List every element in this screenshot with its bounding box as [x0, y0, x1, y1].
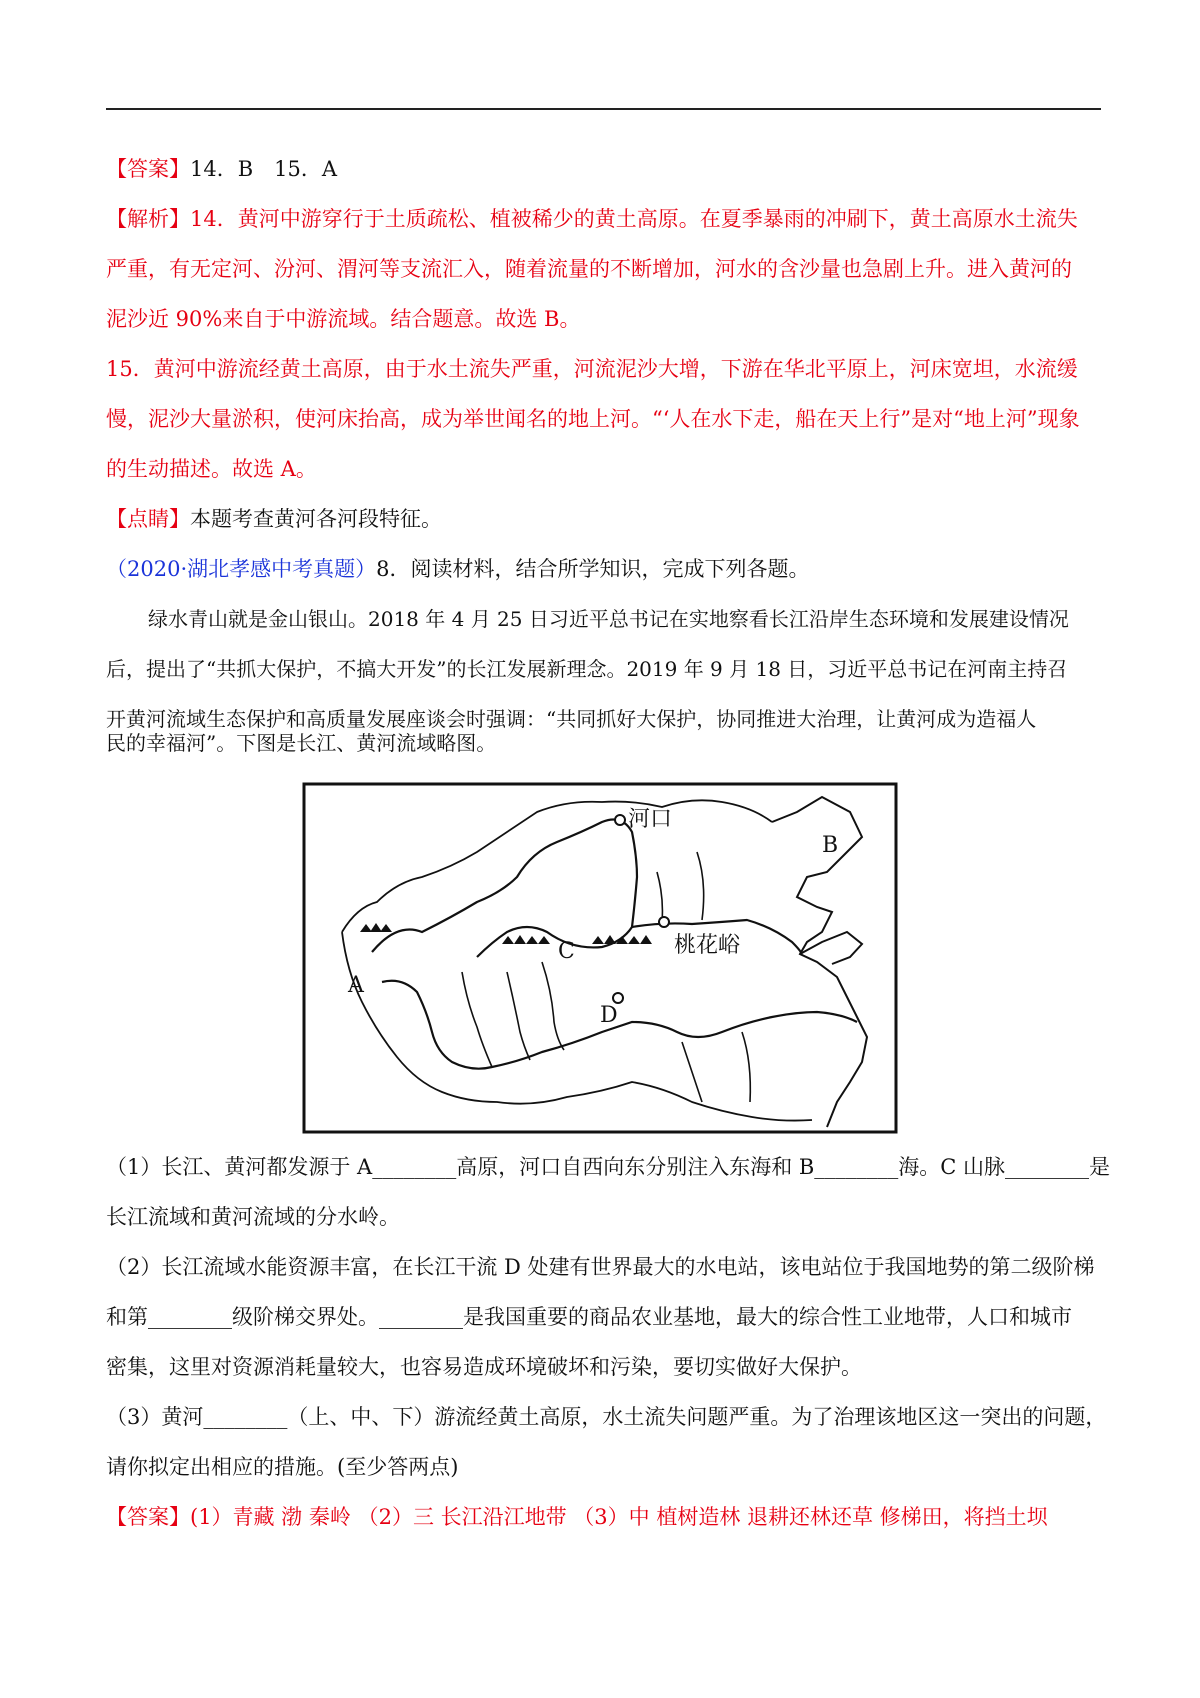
material-line-1: 绿水青山就是金山银山。2018 年 4 月 25 日习近平总书记在实地察看长江沿岸生态环境和发展建设情况: [148, 607, 1069, 631]
q15-line-2: 慢，泥沙大量淤积，使河床抬高，成为举世闻名的地上河。“‘人在水下走，船在天上行”是对“地上河”现象: [106, 407, 1080, 431]
header-rule: [106, 108, 1101, 110]
material-line-3: 开黄河流域生态保护和高质量发展座谈会时强调：“共同抓好大保护，协同推进大治理，让黄河成为造福人: [106, 707, 1037, 731]
sub2-line-3: 密集，这里对资源消耗量较大，也容易造成环境破坏和污染，要切实做好大保护。: [106, 1355, 862, 1379]
material-line-4: 民的幸福河”。下图是长江、黄河流域略图。: [106, 731, 497, 755]
q8-heading: [106, 544, 1101, 594]
answer-text: 14．B 15．A: [190, 157, 338, 181]
label-taohuayu: 桃花峪: [674, 933, 741, 958]
comment-tag: 【点睛】: [106, 507, 190, 531]
analysis-line-1: [106, 194, 1101, 244]
material-line-2: 后，提出了“共抓大保护，不搞大开发”的长江发展新理念。2019 年 9 月 18 日，习近平总书记在河南主持召: [106, 657, 1068, 681]
q15-line-1: 15．黄河中游流经黄土高原，由于水土流失严重，河流泥沙大增，下游在华北平原上，河床宽坦，水流缓: [106, 357, 1078, 381]
sub1-line-1: （1）长江、黄河都发源于 A________高原，河口自西向东分别注入东海和 B________海。C 山脉________是: [106, 1155, 1111, 1179]
d-point: [613, 993, 623, 1003]
sub3-line-1: （3）黄河________（上、中、下）游流经黄土高原，水土流失问题严重。为了治理该地区这一突出的问题，: [106, 1405, 1107, 1429]
sub3-line-2: 请你拟定出相应的措施。(至少答两点): [106, 1455, 459, 1479]
analysis-line-3: 泥沙近 90%来自于中游流域。结合题意。故选 B。: [106, 307, 581, 331]
q14-15-answer: [106, 144, 1101, 194]
hekou-point: [615, 815, 625, 825]
q8-source: （2020·湖北孝感中考真题）: [106, 557, 377, 581]
comment-text: 本题考查黄河各河段特征。: [190, 507, 442, 531]
taohuayu-point: [659, 917, 669, 927]
q15-line-3: 的生动描述。故选 A。: [106, 457, 317, 481]
label-d: D: [600, 1003, 618, 1028]
comment-line: [106, 494, 1101, 544]
analysis-line-2: 严重，有无定河、汾河、渭河等支流汇入，随着流量的不断增加，河水的含沙量也急剧上升。进入黄河的: [106, 257, 1072, 281]
sub2-line-1: （2）长江流域水能资源丰富，在长江干流 D 处建有世界最大的水电站，该电站位于我国地势的第二级阶梯: [106, 1255, 1095, 1279]
sub2-line-2: 和第________级阶梯交界处。________是我国重要的商品农业基地，最大的综合性工业地带，人口和城市: [106, 1305, 1072, 1329]
yangtze-yellow-river-map: [302, 782, 898, 1134]
analysis-text-1: 14．黄河中游穿行于土质疏松、植被稀少的黄土高原。在夏季暴雨的冲刷下，黄土高原水土流失: [190, 207, 1078, 231]
q8-stem: 8．阅读材料，结合所学知识，完成下列各题。: [376, 557, 810, 581]
label-c: C: [558, 939, 575, 964]
label-b: B: [822, 833, 839, 858]
sub1-line-2: 长江流域和黄河流域的分水岭。: [106, 1205, 400, 1229]
q8-answer-text: (1）青藏 渤 秦岭 （2）三 长江沿江地带 （3）中 植树造林 退耕还林还草 修梯田，将挡土坝: [190, 1505, 1048, 1529]
map-svg: [302, 782, 898, 1134]
q8-answer-tag: 【答案】: [106, 1505, 190, 1529]
answer-tag: 【答案】: [106, 157, 190, 181]
label-a: A: [348, 973, 364, 998]
label-hekou: 河口: [628, 807, 673, 832]
q8-answer-line: [106, 1492, 1101, 1542]
analysis-tag: 【解析】: [106, 207, 190, 231]
